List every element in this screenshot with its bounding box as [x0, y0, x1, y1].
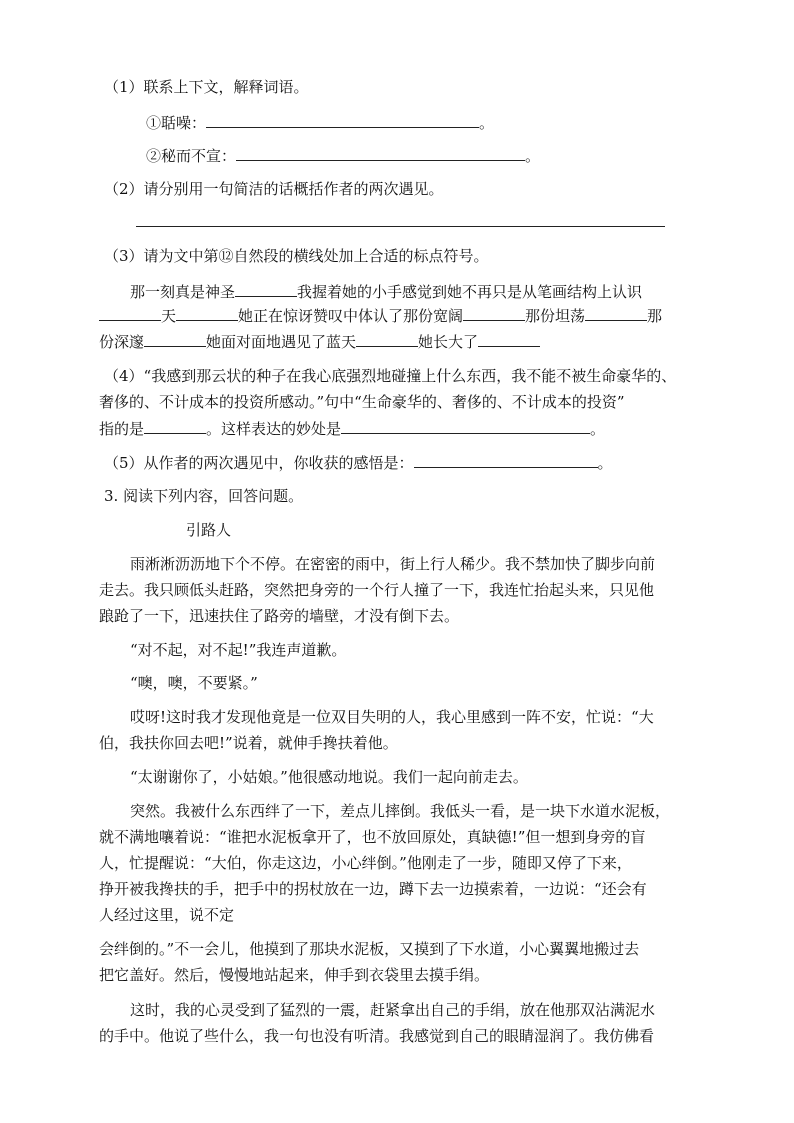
- question-3-line-1: 那一刻真是神圣 我握着她的小手感觉到她不再只是从笔画结构上认识: [130, 283, 643, 301]
- story-line: 会绊倒的。”不一会儿，他摸到了那块水泥板，又摸到了下水道，小心翼翼地搬过去: [99, 940, 640, 958]
- story-line: 哎呀!这时我才发现他竟是一位双目失明的人，我心里感到一阵不安，忙说：“大: [130, 708, 654, 726]
- question-3-line-3: 份深邃 她面对面地遇见了蓝天 她长大了: [99, 331, 540, 352]
- story-line: 的手中。他说了些什么，我一句也没有听清。我感觉到自己的眼睛湿润了。我仿佛看: [99, 1027, 655, 1045]
- question-3-title: （3）请为文中第⑫自然段的横线处加上合适的标点符号。: [104, 247, 489, 265]
- punctuation-blank[interactable]: [356, 331, 418, 347]
- punctuation-blank[interactable]: [144, 331, 206, 347]
- question-5: （5）从作者的两次遇见中，你收获的感悟是： 。: [104, 454, 613, 472]
- answer-blank[interactable]: [144, 418, 206, 434]
- question-4-line-2: 奢侈的、不计成本的投资所感动。”句中“生命豪华的、奢侈的、不计成本的投资”: [99, 393, 625, 411]
- answer-blank[interactable]: [136, 211, 665, 227]
- story-line: 挣开被我搀扶的手，把手中的拐杖放在一边，蹲下去一边摸索着，一边说：“还会有: [99, 880, 647, 898]
- answer-blank[interactable]: [236, 145, 525, 161]
- answer-blank[interactable]: [414, 452, 598, 468]
- punctuation-blank[interactable]: [478, 331, 540, 347]
- punctuation-blank[interactable]: [99, 305, 161, 321]
- punctuation-blank[interactable]: [235, 281, 297, 297]
- story-line: 雨淅淅沥沥地下个不停。在密密的雨中，街上行人稀少。我不禁加快了脚步向前: [130, 555, 656, 573]
- story-line: 人，忙提醒说：“大伯，你走这边，小心绊倒。”他刚走了一步，随即又停了下来，: [99, 854, 632, 872]
- story-line: “噢，噢，不要紧。”: [130, 674, 258, 692]
- story-line: 就不满地嚷着说：“谁把水泥板拿开了，也不放回原处，真缺德!”但一想到身旁的盲: [99, 828, 646, 846]
- story-line: “太谢谢你了，小姑娘。”他很感动地说。我们一起向前走去。: [130, 768, 528, 786]
- section-3-heading: 3. 阅读下列内容，回答问题。: [104, 487, 304, 505]
- story-line: “对不起，对不起!”我连声道歉。: [130, 641, 347, 659]
- story-line: 突然。我被什么东西绊了一下，差点儿摔倒。我低头一看，是一块下水道水泥板，: [130, 802, 671, 820]
- story-title: 引路人: [186, 521, 232, 539]
- punctuation-blank[interactable]: [463, 305, 525, 321]
- question-1-title: （1）联系上下文，解释词语。: [104, 78, 309, 96]
- question-2-title: （2）请分别用一句简洁的话概括作者的两次遇见。: [104, 180, 444, 198]
- story-line: 这时，我的心灵受到了猛烈的一震，赶紧拿出自己的手绢，放在他那双沾满泥水: [130, 1001, 656, 1019]
- question-4-line-3: 指的是 。这样表达的妙处是 。: [99, 420, 606, 438]
- answer-blank[interactable]: [206, 112, 479, 128]
- story-line: 踉跄了一下，迅速扶住了路旁的墙壁，才没有倒下去。: [99, 607, 460, 625]
- question-1-item-1: ①聒噪： 。: [146, 114, 495, 132]
- question-3-line-2: 天 她正在惊讶赞叹中体认了那份宽阔 那份坦荡 那: [99, 305, 662, 326]
- story-line: 伯，我扶你回去吧!”说着，就伸手搀扶着他。: [99, 734, 398, 752]
- story-line: 把它盖好。然后，慢慢地站起来，伸手到衣袋里去摸手绢。: [99, 966, 490, 984]
- question-4-line-1: （4）“我感到那云状的种子在我心底强烈地碰撞上什么东西，我不能不被生命豪华的、: [104, 367, 677, 385]
- story-line: 人经过这里，说不定: [99, 906, 235, 924]
- punctuation-blank[interactable]: [176, 305, 238, 321]
- story-line: 走去。我只顾低头赶路，突然把身旁的一个行人撞了一下，我连忙抬起头来，只见他: [99, 581, 655, 599]
- punctuation-blank[interactable]: [585, 305, 647, 321]
- question-2-answer-line: [136, 211, 665, 232]
- question-1-item-2: ②秘而不宣： 。: [146, 147, 541, 165]
- answer-blank[interactable]: [341, 418, 590, 434]
